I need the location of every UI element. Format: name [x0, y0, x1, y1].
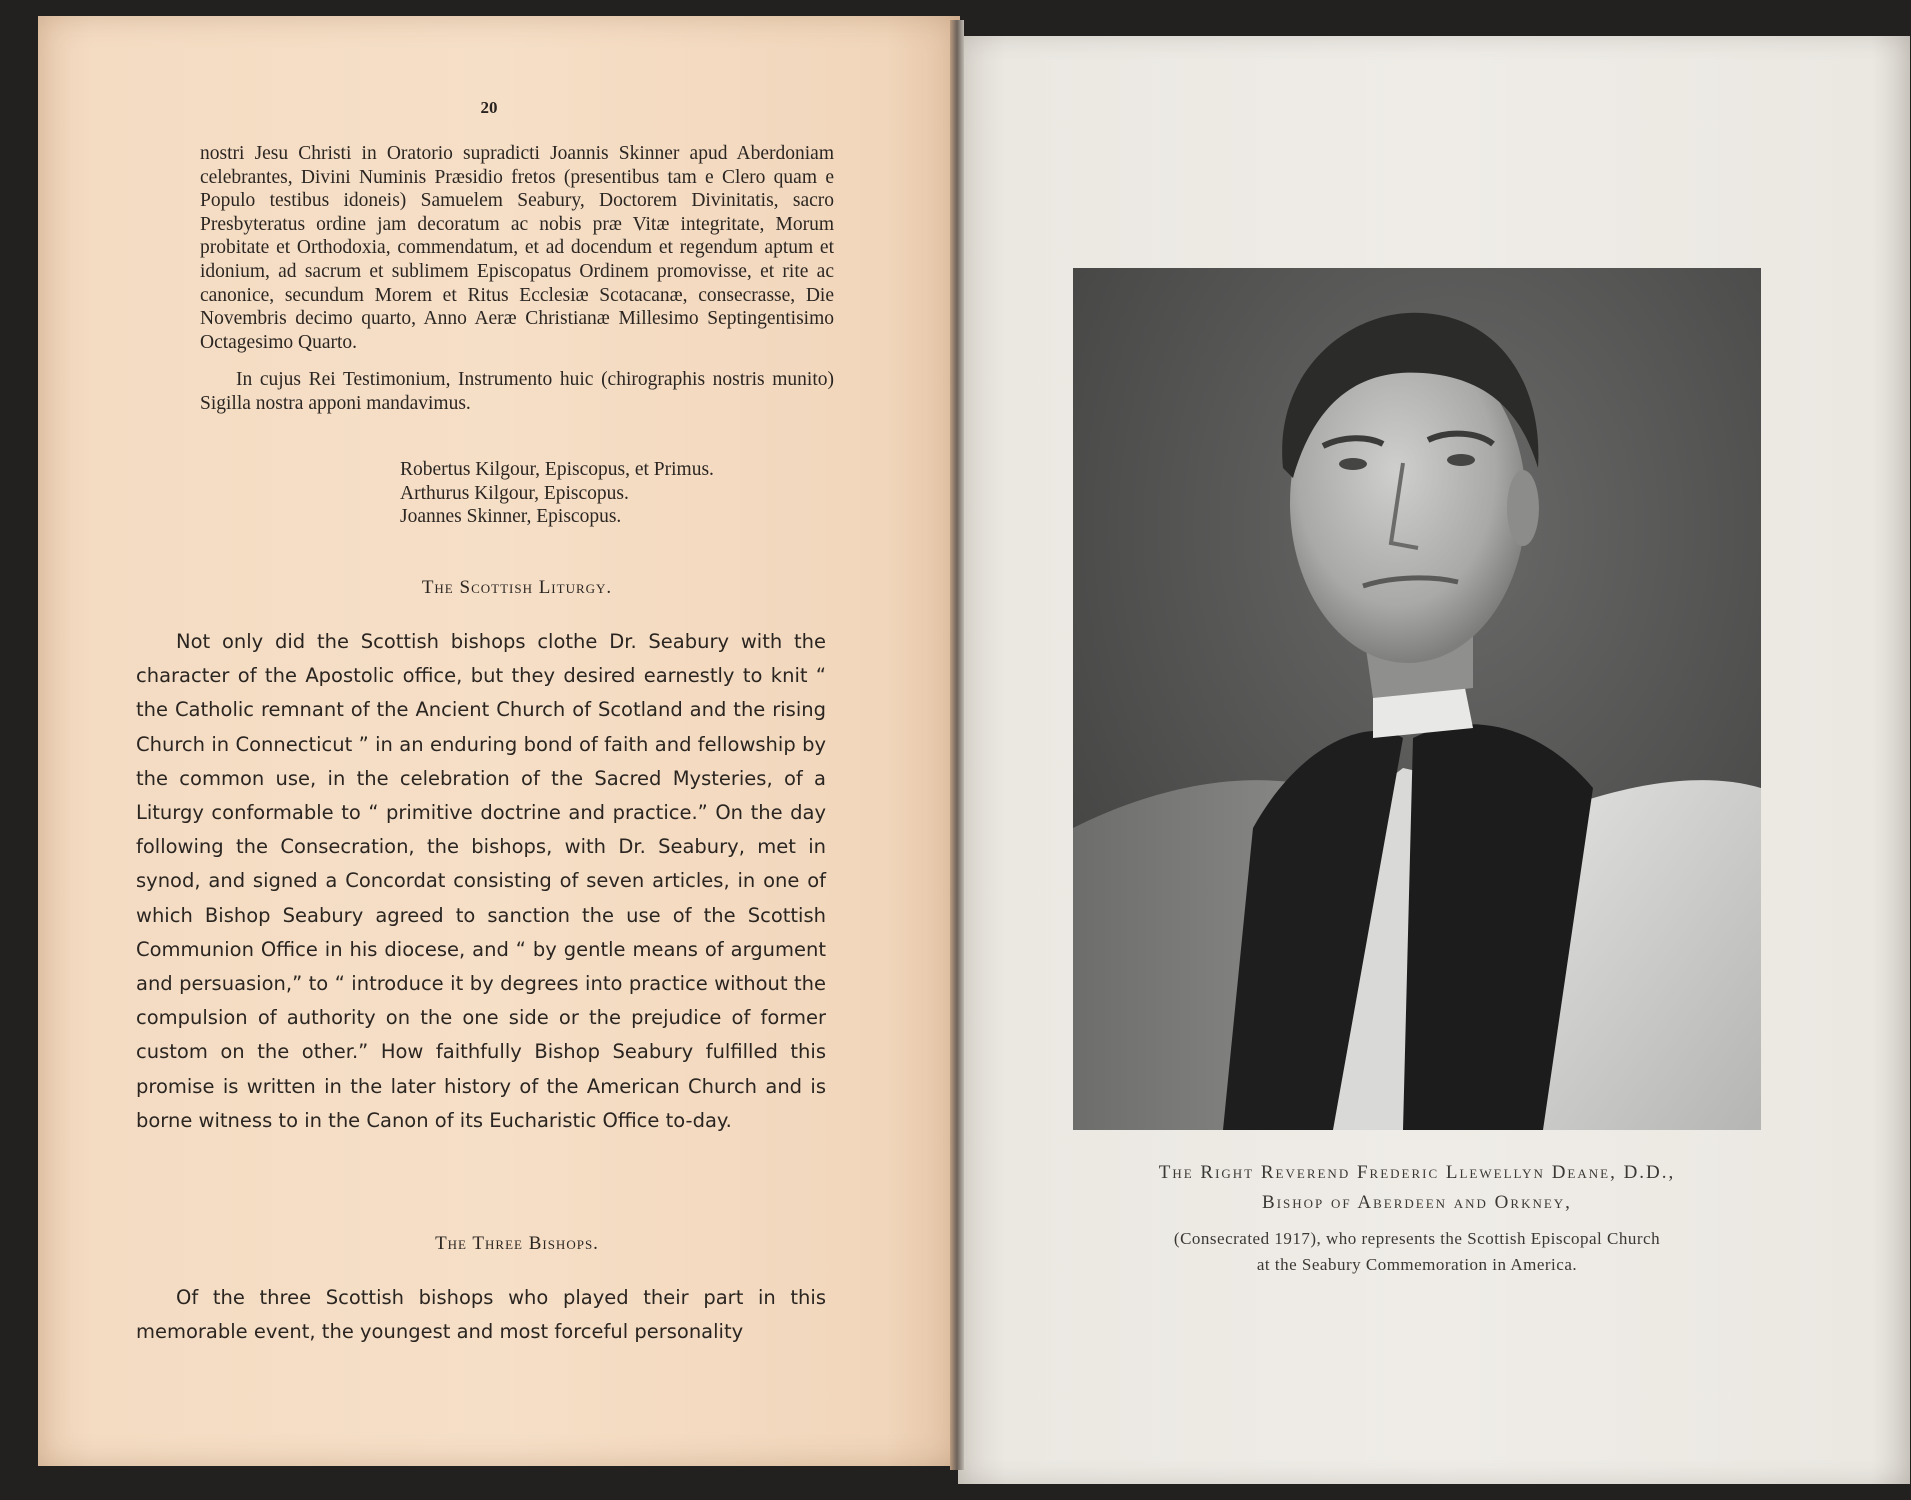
page-number: 20	[480, 98, 498, 117]
portrait-caption-detail	[1060, 1226, 1774, 1278]
signature-line: Robertus Kilgour, Episcopus, et Primus.	[400, 459, 714, 480]
caption-line: (Consecrated 1917), who represents the Scottish Episcopal Church	[1173, 1229, 1661, 1248]
signature-line: Arthurus Kilgour, Episcopus.	[400, 482, 629, 504]
section-heading-liturgy: The Scottish Liturgy.	[421, 577, 613, 598]
body-paragraph: Of the three Scottish bishops who played their part in this memorable event, the youngest and most forceful personality	[136, 1286, 826, 1344]
liturgy-section-text	[136, 625, 826, 1138]
caption-line: The Right Reverend Frederic Llewellyn Deane, D.D.,	[1158, 1162, 1676, 1183]
caption-line: at the Seabury Commemoration in America.	[1256, 1255, 1578, 1274]
section-heading-bishops: The Three Bishops.	[435, 1233, 599, 1254]
bishops-section-text	[136, 1281, 826, 1349]
bishop-portrait-photo	[1073, 268, 1761, 1130]
portrait-caption-title	[1060, 1158, 1774, 1218]
portrait-image	[1073, 268, 1761, 1130]
caption-line: Bishop of Aberdeen and Orkney,	[1262, 1192, 1572, 1213]
signature-block	[400, 458, 820, 529]
body-paragraph: Not only did the Scottish bishops clothe Dr. Seabury with the character of the Apostolic office, but they desired earnestly to knit “ the Catholic remnant of the Ancient Church of Scotland and the rising Church in Connecticut ” in an enduring bond of faith and fellowship by the common use, in the celebration of the Sacred Mysteries, of a Liturgy conformable to “ primitive doctrine and practice.” On the day following the Consecration, the bishops, with Dr. Seabury, met in synod, and signed a Concordat consisting of seven articles, in one of which Bishop Seabury agreed to sanction the use of the Scottish Communion Office in his diocese, and “ by gentle means of argument and persuasion,” to “ introduce it by degrees into practice without the compulsion of authority on the one side or the prejudice of former custom on the other.” How faithfully Bishop Seabury fulfilled this promise is written in the later history of the American Church and is borne witness to in the Canon of its Eucharistic Office to-day.	[136, 630, 826, 1132]
signature-line: Joannes Skinner, Episcopus.	[400, 506, 622, 528]
latin-paragraph: In cujus Rei Testimonium, Instrumento huic (chirographis nostris munito) Sigilla nostra apponi mandavimus.	[200, 369, 834, 414]
latin-paragraph: nostri Jesu Christi in Oratorio supradicti Joannis Skinner apud Aberdoniam celebrantes, Divini Numinis Præsidio fretos (presentibus tam e Clero quam e Populo testibus idoneis) Samuelem Seabury, Doctorem Divinitatis, sacro Presbyteratus ordine jam decoratum ac nobis præ Vitæ integritate, Morum probitate et Orthodoxia, commendatum, et ad docendum et regendum aptum et idonium, ad sacrum et sublimem Episcopatus Ordinem promovisse, et rite ac canonice, secundum Morem et Ritus Ecclesiæ Scotacanæ, consecrasse, Die Novembris decimo quarto, Anno Aeræ Christianæ Millesimo Septingentisimo Octagesimo Quarto.	[200, 143, 834, 353]
book-gutter	[950, 20, 964, 1470]
latin-certificate-text	[200, 142, 834, 416]
